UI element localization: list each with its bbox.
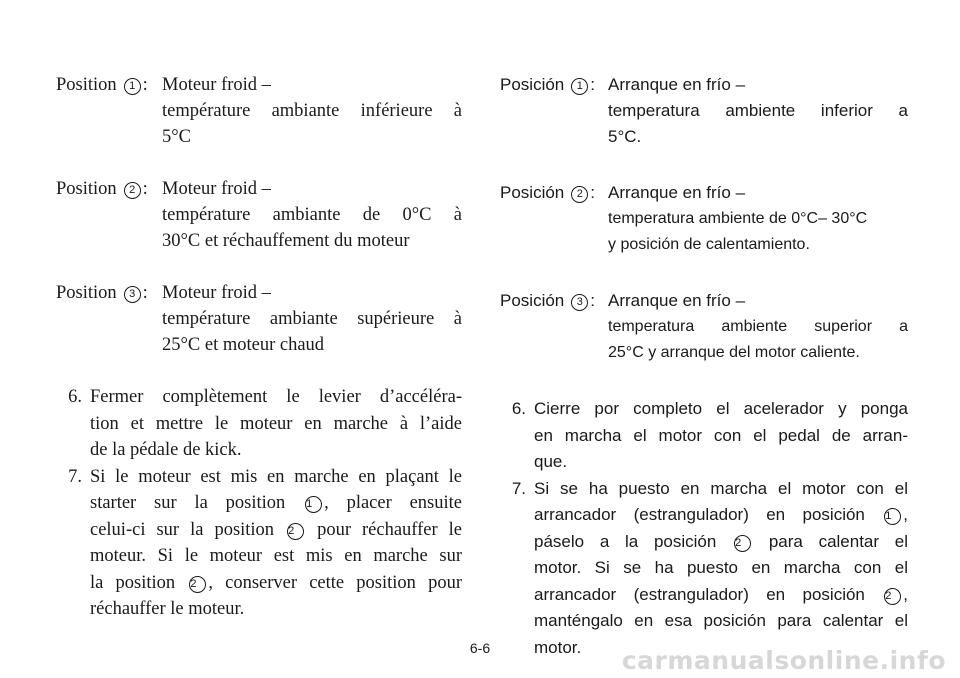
- circled-number: 1: [571, 78, 588, 95]
- fr-position-1: Position 1 : Moteur froid – température ambiante inférieure à 5°C: [56, 72, 462, 150]
- position-title: Arranque en frío –: [608, 183, 746, 202]
- fr-steps: [56, 384, 462, 623]
- es-step-6: 6. Cierre por completo el acelerador y ponga en marcha el motor con el pedal de arran- que.: [500, 396, 908, 476]
- position-desc: temperatura ambiente de 0°C– 30°C: [608, 210, 868, 227]
- circled-number: 2: [287, 523, 304, 540]
- position-title: Arranque en frío –: [608, 75, 746, 94]
- es-position-1: Posición 1 : Arranque en frío – temperatura ambiente inferior a 5°C.: [500, 72, 908, 150]
- fr-position-2: Position 2 : Moteur froid – température ambiante de 0°C à 30°C et réchauffement du moteur: [56, 176, 462, 254]
- position-label: Position: [56, 179, 117, 199]
- position-label: Position: [56, 75, 117, 95]
- page-number: 6-6: [469, 640, 491, 656]
- step-number: 7.: [511, 478, 526, 498]
- circled-number: 1: [884, 508, 901, 525]
- circled-number: 2: [734, 535, 751, 552]
- position-title: Moteur froid –: [162, 179, 271, 199]
- step-number: 6.: [511, 399, 526, 418]
- position-desc: y posición de calentamiento.: [608, 236, 810, 253]
- position-label: Posición: [500, 75, 565, 94]
- position-title: Moteur froid –: [162, 75, 271, 95]
- position-desc: temperatura ambiente superior a: [608, 318, 908, 335]
- es-step-7: 7. Si se ha puesto en marcha el motor con el arrancador (estrangulador) en posición 1 , páselo a la posición 2 para calentar el motor. Si se ha puesto en marcha con el arrancador (estrangulador) en posición 2 , manténgalo en esa posición para calentar el motor.: [500, 476, 908, 662]
- spanish-column: [500, 72, 908, 661]
- position-label: Posición: [500, 291, 565, 310]
- position-desc: température ambiante inférieure à: [162, 101, 462, 121]
- es-position-2: Posición 2 : Arranque en frío – temperatura ambiente de 0°C– 30°C y posición de calentamiento.: [500, 180, 908, 258]
- circled-number: 2: [124, 182, 141, 199]
- fr-step-6: 6. Fermer complètement le levier d’accéléra- tion et mettre le moteur en marche à l’aide de la pédale de kick.: [56, 384, 462, 464]
- watermark: carmanualsonline.info: [621, 646, 946, 675]
- fr-step-7: 7. Si le moteur est mis en marche en plaçant le starter sur la position 1 , placer ensuite celui-ci sur la position 2 pour réchauffer le moteur. Si le moteur est mis en marche sur la position 2 , conserver cette position pour réchauffer le moteur.: [56, 464, 462, 623]
- step-number: 7.: [68, 466, 82, 487]
- position-desc: température ambiante supérieure à: [162, 309, 462, 329]
- es-steps: [500, 396, 908, 661]
- position-desc: température ambiante de 0°C à: [162, 205, 462, 225]
- position-title: Arranque en frío –: [608, 291, 746, 310]
- circled-number: 1: [124, 78, 141, 95]
- french-column: [56, 72, 462, 623]
- step-number: 6.: [68, 387, 82, 407]
- position-desc: 5°C.: [608, 127, 642, 146]
- circled-number: 2: [571, 186, 588, 203]
- position-desc: 30°C et réchauffement du moteur: [162, 231, 410, 251]
- position-desc: 25°C et moteur chaud: [162, 335, 325, 355]
- position-desc: temperatura ambiente inferior a: [608, 101, 908, 120]
- circled-number: 1: [305, 496, 322, 513]
- position-label: Posición: [500, 183, 565, 202]
- circled-number: 2: [189, 576, 206, 593]
- position-title: Moteur froid –: [162, 283, 271, 303]
- position-desc: 25°C y arranque del motor caliente.: [608, 344, 860, 361]
- es-position-3: Posición 3 : Arranque en frío – temperatura ambiente superior a 25°C y arranque del motor caliente.: [500, 288, 908, 366]
- position-label: Position: [56, 283, 117, 303]
- position-desc: 5°C: [162, 127, 191, 147]
- circled-number: 3: [571, 294, 588, 311]
- circled-number: 3: [124, 286, 141, 303]
- fr-position-3: Position 3 : Moteur froid – température ambiante supérieure à 25°C et moteur chaud: [56, 280, 462, 358]
- circled-number: 2: [884, 588, 901, 605]
